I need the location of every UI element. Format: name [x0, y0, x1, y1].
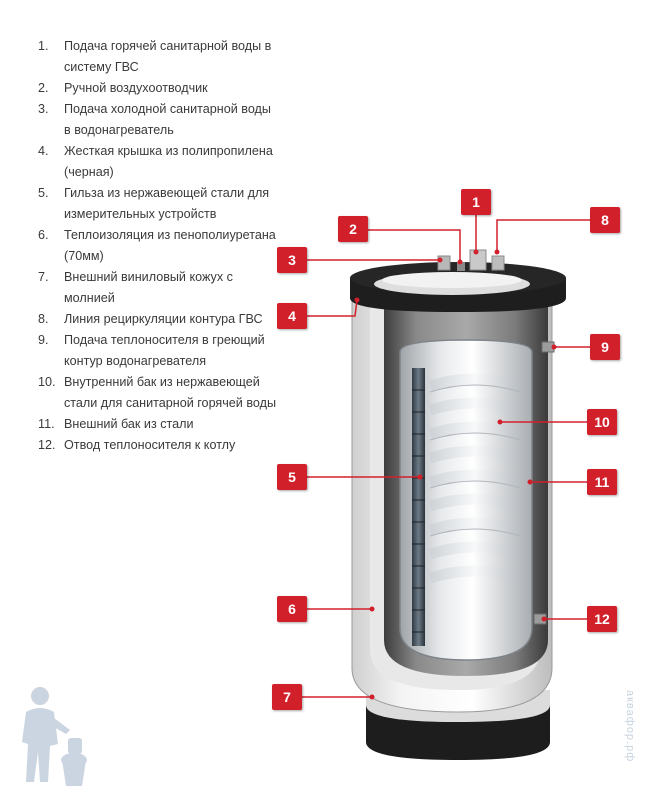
legend-item-4: 4 . Жесткая крышка из полипропилена (черная) [38, 141, 278, 183]
callout-8: 8 [590, 207, 620, 233]
legend-item-1: 1 . Подача горячей санитарной воды в систему ГВС [38, 36, 278, 78]
legend-item-2: 2 . Ручной воздухоотводчик [38, 78, 278, 99]
legend-item-7: 7 . Внешний виниловый кожух с молнией [38, 267, 278, 309]
legend-item-8: 8 . Линия рециркуляции контура ГВС [38, 309, 278, 330]
callout-9: 9 [590, 334, 620, 360]
callout-3: 3 [277, 247, 307, 273]
legend-item-10: 10 . Внутренний бак из нержавеющей стали для санитарной горячей воды [38, 372, 278, 414]
callout-1: 1 [461, 189, 491, 215]
sensor-sleeve [412, 368, 425, 646]
watermark: аквафор.рф [624, 690, 636, 763]
legend-item-12: 12 . Отвод теплоносителя к котлу [38, 435, 278, 456]
callout-7: 7 [272, 684, 302, 710]
legend-item-11: 11 . Внешний бак из стали [38, 414, 278, 435]
plumber-mascot-icon [10, 682, 90, 792]
callout-11: 11 [587, 469, 617, 495]
callout-12: 12 [587, 606, 617, 632]
top-fittings [438, 250, 504, 271]
callout-4: 4 [277, 303, 307, 329]
legend-item-6: 6 . Теплоизоляция из пенополиуретана (70мм) [38, 225, 278, 267]
legend-item-9: 9 . Подача теплоносителя в греющий контур водонагревателя [38, 330, 278, 372]
callout-2: 2 [338, 216, 368, 242]
callout-10: 10 [587, 409, 617, 435]
callout-6: 6 [277, 596, 307, 622]
callout-5: 5 [277, 464, 307, 490]
legend-item-3: 3 . Подача холодной санитарной воды в водонагреватель [38, 99, 278, 141]
legend-item-5: 5 . Гильза из нержавеющей стали для измерительных устройств [38, 183, 278, 225]
